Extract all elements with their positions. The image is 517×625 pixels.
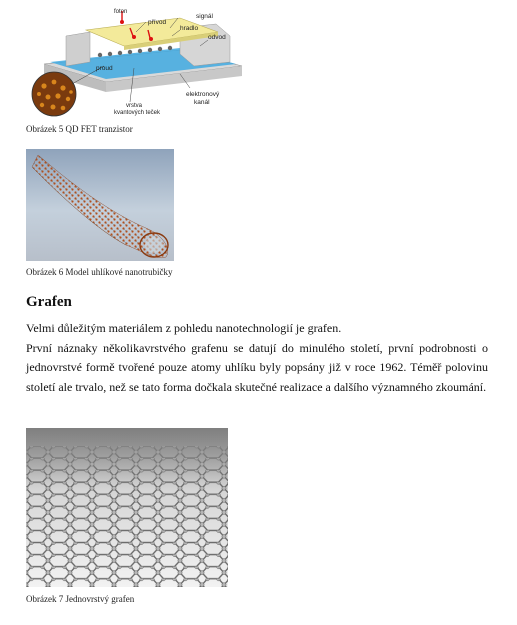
label-vrstva-1: vrstva — [126, 103, 143, 109]
label-signal: signál — [196, 13, 213, 20]
figure-5-caption: Obrázek 5 QD FET tranzistor — [26, 124, 133, 134]
section-heading: Grafen — [26, 294, 72, 310]
label-kanal-2: kanál — [194, 99, 210, 106]
figure-qd-fet — [30, 6, 250, 120]
section-text — [26, 319, 488, 397]
body-paragraph: První náznaky několikavrstvého grafenu se datují do minulého století, první podrobnosti o jednovrstvé formě tvořené pouze atomy uhlíku byly popsány již v roce 1962. Téměř polovinu století ale trvalo, než se tato forma dočkala skutečné realizace a dalšího významného zkoumání. — [26, 340, 488, 394]
figure-6-caption: Obrázek 6 Model uhlíkové nanotrubičky — [26, 267, 173, 277]
label-foton: foton — [114, 9, 128, 15]
nanotube-model — [26, 149, 174, 261]
intro-paragraph: Velmi důležitým materiálem z pohledu nanotechnologií je grafen. — [26, 321, 342, 335]
label-vrstva-2: kvantových teček — [114, 110, 161, 116]
figure-7-caption: Obrázek 7 Jednovrstvý grafen — [26, 594, 135, 604]
figure-nanotube — [26, 149, 174, 261]
graphene-lattice — [26, 428, 228, 587]
label-kanal-1: elektronový — [186, 91, 220, 98]
label-proud: proud — [96, 65, 113, 72]
label-privod: přívod — [148, 19, 167, 26]
label-odvod: odvod — [208, 34, 226, 41]
label-hradlo: hradlo — [180, 25, 199, 32]
figure-graphene — [26, 428, 228, 587]
qd-fet-diagram — [30, 6, 250, 120]
